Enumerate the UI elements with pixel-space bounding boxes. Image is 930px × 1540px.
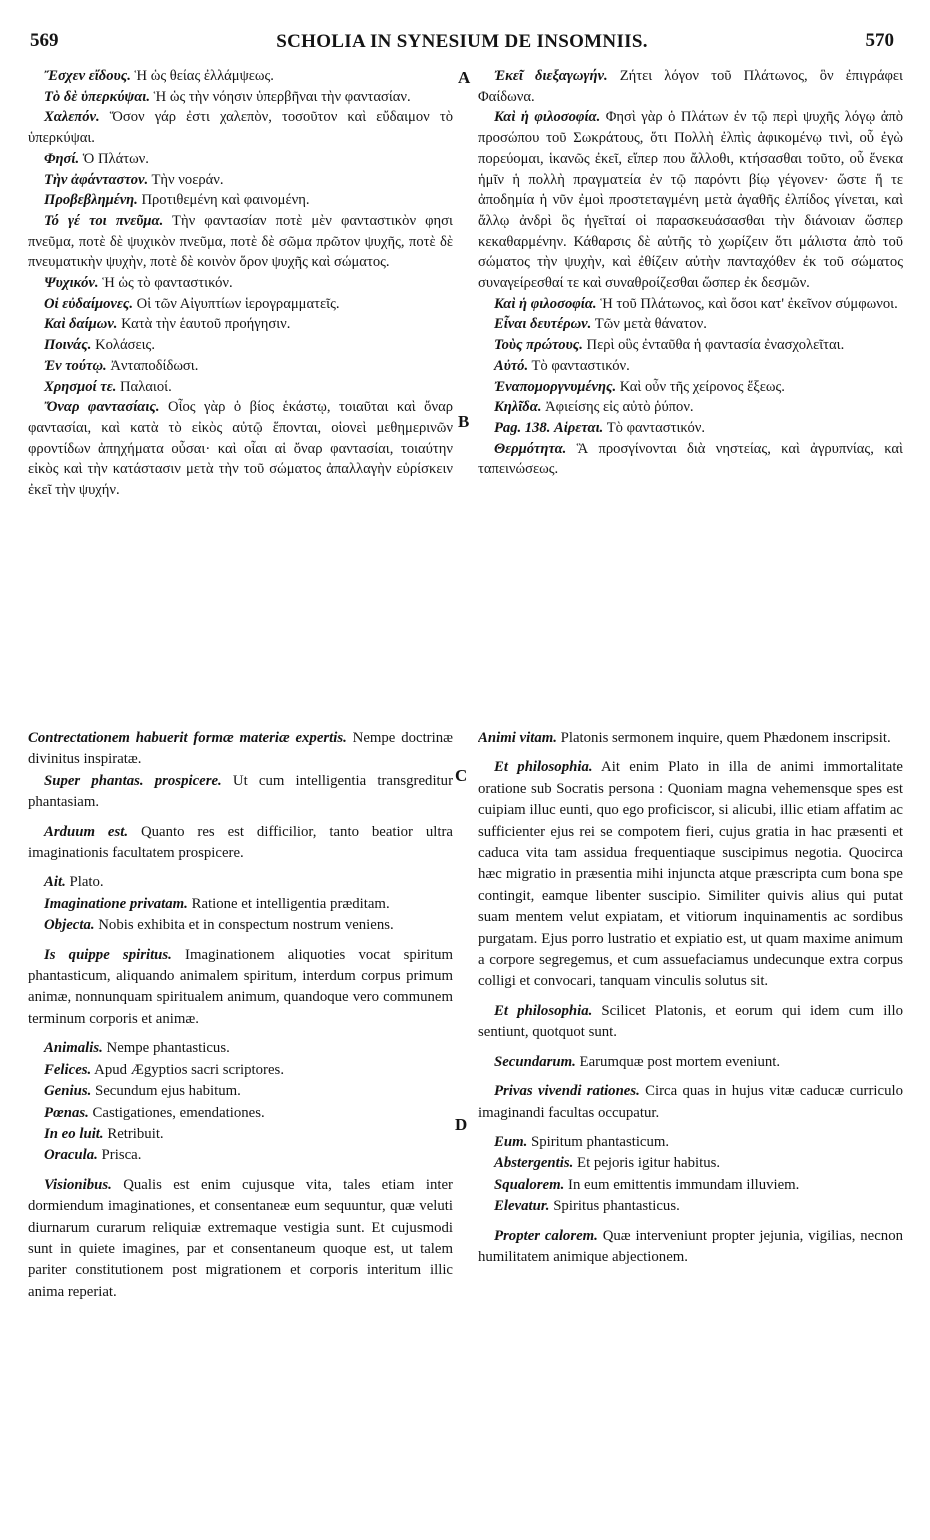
annotation-gloss: Spiritum phantasticum. [527, 1133, 670, 1150]
annotation-lemma: Ἐναπομοργνυμένης. [494, 378, 617, 395]
annotation-gloss: Earumquæ post mortem eveniunt. [575, 1053, 781, 1070]
annotation-gloss: Ὁ Πλάτων. [79, 150, 149, 167]
annotation-entry [28, 872, 453, 893]
annotation-lemma: Secundarum. [494, 1053, 576, 1070]
annotation-lemma: Τό γέ τοι πνεῦμα. [44, 212, 164, 229]
annotation-entry [478, 1001, 903, 1044]
margin-marker-b: B [458, 412, 470, 431]
annotation-entry [28, 397, 453, 501]
annotation-gloss: Ἀνταποδίδωσι. [106, 357, 199, 374]
annotation-lemma: Αὐτό. [494, 357, 529, 374]
annotation-entry [28, 273, 453, 294]
page-header [22, 30, 902, 60]
annotation-entry [478, 294, 903, 315]
annotation-entry [478, 335, 903, 356]
annotation-entry [28, 211, 453, 273]
annotation-lemma: Φησί. [44, 150, 80, 167]
annotation-gloss: Προτιθεμένη καὶ φαινομένη. [137, 192, 310, 209]
annotation-lemma: Χρησμοί τε. [44, 378, 117, 395]
annotation-gloss: Ἡ ὡς τὴν νόησιν ὑπερβῆναι τὴν φαντασίαν. [150, 88, 411, 105]
annotation-lemma: Ψυχικόν. [44, 275, 99, 292]
annotation-lemma: Squalorem. [494, 1176, 565, 1193]
annotation-entry [28, 107, 453, 148]
annotation-entry [478, 1175, 903, 1196]
annotation-gloss: Οἱ τῶν Αἰγυπτίων ἱερογραμματεῖς. [133, 295, 340, 312]
margin-marker-c: C [455, 766, 468, 785]
annotation-gloss: Ait enim Plato in illa de animi immortalitate oratione sub Socratis persona : Quoniam magna vehemensque spes est cuipiam illuc eunti, quo ego proficiscor, si alicubi, illic etiam affatim ac sufficienter ejus rei se compotem fieri, cujus gratia in hac præsenti et caduca vita tam assidua frequentiaque suscipimus negotia. Quocirca hæc migratio in præsentia mihi injuncta atque præscripta cum bona spe contingit, eamque libenter suscipio. Similiter quivis alius qui putat suam mentem velut expiatam, et vitiorum inquinamentis ac sordibus purgatam. Ejus porro lustratio et expiatio est, ut quam maxime animum a corpore segregemus, et cum assuefaciamus undecunque extra corpus colligi et convocari, tanquam vinculis solutus sit. [478, 759, 903, 990]
annotation-entry [478, 356, 903, 377]
margin-marker-a: A [458, 68, 471, 87]
annotation-entry [28, 149, 453, 170]
annotation-entry [28, 771, 453, 814]
annotation-gloss: Et pejoris igitur habitus. [573, 1155, 721, 1172]
annotation-gloss: Scilicet Platonis, et eorum qui idem cum illo sentiunt, quotquot sunt. [478, 1002, 903, 1041]
annotation-gloss: Quanto res est difficilior, tanto beatior ultra imaginationis facultatem prospicere. [28, 823, 453, 862]
annotation-gloss: Spiritus phantasticus. [549, 1198, 680, 1215]
annotation-entry [478, 439, 903, 480]
annotation-entry [478, 728, 903, 749]
annotation-gloss: Κολάσεις. [91, 337, 155, 354]
annotation-entry [28, 66, 453, 87]
annotation-entry [28, 728, 453, 771]
annotation-entry [28, 87, 453, 108]
annotation-gloss: Nempe phantasticus. [102, 1040, 230, 1057]
annotation-gloss: Quæ interveniunt propter jejunia, vigilias, necnon humilitatem animique abjectionem. [478, 1227, 903, 1265]
annotation-lemma: Καὶ δαίμων. [44, 316, 118, 333]
annotation-lemma: Χαλεπόν. [44, 109, 100, 126]
annotation-entry [478, 397, 903, 418]
annotation-lemma: Τὸ δὲ ὑπερκύψαι. [44, 88, 150, 105]
annotation-entry [28, 822, 453, 865]
annotation-gloss: Secundum ejus habitum. [91, 1083, 241, 1100]
annotation-gloss: Imaginationem aliquoties vocat spiritum phantasticum, aliquando animalem spiritum, interdum corpus primum animæ, nonnunquam spiritualem animum, quandoque vero communem terminum corporis et animæ. [28, 946, 453, 1027]
annotation-lemma: Pag. 138. Αἱρεται. [494, 419, 604, 436]
annotation-gloss: Nempe doctrinæ divinitus inspiratæ. [28, 730, 453, 768]
annotation-gloss: Prisca. [97, 1147, 142, 1164]
annotation-entry [478, 1052, 903, 1073]
margin-marker-d: D [455, 1115, 468, 1134]
annotation-lemma: Κηλῖδα. [494, 399, 542, 416]
annotation-entry [28, 945, 453, 1031]
annotation-lemma: Elevatur. [494, 1198, 550, 1215]
annotation-lemma: Et philosophia. [494, 1002, 593, 1019]
annotation-gloss: Apud Ægyptios sacri scriptores. [91, 1061, 285, 1078]
annotation-entry [28, 1103, 453, 1124]
annotation-entry [28, 1145, 453, 1166]
annotation-gloss: Τὸ φανταστικόν. [528, 357, 630, 374]
annotation-lemma: Καὶ ἡ φιλοσοφία. [494, 109, 601, 126]
annotation-entry [28, 294, 453, 315]
annotation-lemma: Super phantas. prospicere. [44, 772, 222, 789]
annotation-lemma: Pœnas. [44, 1104, 89, 1121]
annotation-gloss: In eum emittentis immundam illuviem. [564, 1176, 800, 1193]
annotation-entry [28, 335, 453, 356]
annotation-entry [28, 314, 453, 335]
annotation-entry [28, 1175, 453, 1303]
annotation-gloss: Nobis exhibita et in conspectum nostrum veniens. [94, 917, 394, 934]
annotation-entry [28, 377, 453, 398]
annotation-gloss: Κατὰ τὴν ἑαυτοῦ προήγησιν. [117, 316, 291, 333]
annotation-lemma: Τὴν ἀφάνταστον. [44, 171, 149, 188]
annotation-gloss: Plato. [65, 874, 104, 891]
annotation-entry [478, 1081, 903, 1124]
annotation-entry [478, 1132, 903, 1153]
annotation-lemma: Ait. [44, 874, 66, 891]
annotation-entry [478, 1153, 903, 1174]
annotation-gloss: Ὅσον γάρ ἐστι χαλεπὸν, τοσοῦτον καὶ εὔδαιμον τὸ ὑπερκύψαι. [28, 109, 453, 147]
annotation-entry [478, 418, 903, 439]
annotation-gloss: Ut cum intelligentia transgreditur phantasiam. [28, 772, 453, 811]
annotation-gloss: Platonis sermonem inquire, quem Phædonem inscripsit. [556, 730, 891, 746]
annotation-lemma: Felices. [44, 1061, 92, 1078]
annotation-lemma: Is quippe spiritus. [44, 946, 172, 963]
annotation-entry [28, 190, 453, 211]
annotation-lemma: Ποινάς. [44, 337, 92, 354]
annotation-entry [28, 894, 453, 915]
annotation-entry [28, 915, 453, 936]
annotation-entry [478, 757, 903, 992]
annotation-gloss: Ἡ τοῦ Πλάτωνος, καὶ ὅσοι κατ' ἐκεῖνον σύμφωνοι. [596, 295, 898, 312]
annotation-entry [28, 1038, 453, 1059]
annotation-gloss: Οἷος γὰρ ὁ βίος ἑκάστῳ, τοιαῦται καὶ ὄναρ φαντασίαι, καὶ κατὰ τὸ εἰκὸς αὐτῷ ἕπονται, οἱονεὶ μεθημερινῶν φροντίδων ἀπηχήματα οὖσαι· καὶ οἷαι αἱ ὄναρ φαντασίαι, τοιαύτην εἰκὸς καὶ τὴν κατάστασιν μετὰ τὴν τοῦ σώματος ἀπαλλαγὴν εὑρίσκειν ἐκεῖ τὴν ψυχήν. [28, 399, 453, 499]
annotation-gloss: Ἡ ὡς θείας ἐλλάμψεως. [130, 68, 274, 84]
annotation-lemma: Καὶ ἡ φιλοσοφία. [494, 295, 597, 312]
annotation-gloss: Τὸ φανταστικόν. [603, 419, 706, 436]
annotation-lemma: Εἶναι δευτέρων. [494, 316, 592, 333]
annotation-entry [478, 107, 903, 293]
annotation-lemma: Et philosophia. [494, 759, 593, 776]
annotation-entry [28, 356, 453, 377]
annotation-entry [478, 1226, 903, 1269]
annotation-gloss: Καὶ οὖν τῆς χείρονος ἕξεως. [616, 378, 785, 395]
annotation-gloss: Παλαιοί. [116, 378, 172, 395]
page-number-right: 570 [865, 30, 894, 51]
annotation-entry [28, 1081, 453, 1102]
annotation-entry [478, 314, 903, 335]
annotation-entry [478, 1196, 903, 1217]
annotation-lemma: Genius. [44, 1083, 92, 1100]
annotation-lemma: Arduum est. [44, 823, 129, 840]
annotation-lemma: Abstergentis. [494, 1155, 574, 1172]
annotation-gloss: Τὴν νοεράν. [148, 171, 224, 188]
annotation-lemma: Visionibus. [44, 1176, 112, 1193]
annotation-lemma: Τοὺς πρώτους. [494, 337, 583, 354]
latin-scholia-right-column [478, 728, 903, 1478]
annotation-lemma: Contrectationem habuerit formæ materiæ expertis. [28, 730, 347, 746]
annotation-lemma: Οἱ εὐδαίμονες. [44, 295, 134, 312]
annotation-gloss: Τὴν φαντασίαν ποτὲ μὲν φανταστικὸν φησι πνεῦμα, ποτὲ δὲ ψυχικὸν πνεῦμα, ποτὲ δὲ σῶμα πρῶτον ψυχῆς, ποτὲ δὲ πνευματικὴν ψυχὴν, ποτὲ δὲ κοινὸν ὅρον ψυχῆς καὶ σώματος. [28, 212, 453, 271]
annotation-gloss: Castigationes, emendationes. [88, 1104, 265, 1121]
annotation-gloss: Ἡ ὡς τὸ φανταστικόν. [98, 275, 233, 292]
annotation-gloss: Περὶ οὓς ἐνταῦθα ἡ φαντασία ἐνασχολεῖται. [582, 337, 845, 354]
annotation-lemma: Imaginatione privatam. [44, 895, 188, 912]
running-title: SCHOLIA IN SYNESIUM DE INSOMNIIS. [276, 31, 648, 52]
annotation-gloss: Τῶν μετὰ θάνατον. [591, 316, 707, 333]
annotation-lemma: Προβεβλημένη. [44, 192, 138, 209]
annotation-gloss: Ζήτει λόγον τοῦ Πλάτωνος, ὃν ἐπιγράφει Φαίδωνα. [478, 68, 903, 105]
annotation-lemma: Ἐκεῖ διεξαγωγήν. [494, 68, 608, 84]
annotation-entry [28, 170, 453, 191]
greek-scholia-left-column [28, 66, 453, 706]
annotation-lemma: Θερμότητα. [494, 440, 567, 457]
annotation-lemma: Privas vivendi rationes. [494, 1083, 640, 1100]
page-number-left: 569 [30, 30, 59, 51]
annotation-lemma: Eum. [494, 1133, 528, 1150]
annotation-gloss: Ratione et intelligentia præditam. [187, 895, 390, 912]
annotation-lemma: In eo luit. [44, 1125, 104, 1142]
annotation-gloss: Ἀφιείσης εἰς αὐτὸ ῥύπον. [541, 399, 694, 416]
annotation-lemma: Ἔσχεν εἴδους. [44, 68, 131, 84]
annotation-lemma: Ἐν τούτῳ. [44, 357, 107, 374]
annotation-gloss: Ἃ προσγίνονται διὰ νηστείας, καὶ ἀγρυπνίας, καὶ ταπεινώσεως. [478, 440, 903, 478]
annotation-gloss: Qualis est enim cujusque vita, tales etiam inter dormiendum imaginationes, et consentaneæ eum sequuntur, quæ veluti diurnarum curarum reliquiæ extremaque vestigia sunt. Et cujusmodi sunt in quiete imagines, par et consentaneum quoque est, ut talem pariter constitutionem post migrationem et corporis interitum illic anima reperiat. [28, 1176, 453, 1300]
annotation-lemma: Propter calorem. [494, 1227, 598, 1244]
annotation-lemma: Animalis. [44, 1040, 103, 1057]
latin-scholia-left-column [28, 728, 453, 1478]
annotation-gloss: Φησὶ γὰρ ὁ Πλάτων ἐν τῷ περὶ ψυχῆς λόγῳ ἀπὸ προσώπου τοῦ Σωκράτους, ὅτι Πολλὴ ἐλπὶς ἀφικομένῳ τινὶ, οὗ ἐγὼ πορεύομαι, ἱκανῶς ἐκεῖ, εἴπερ που ἄλλοθι, κτήσασθαι τοῦτο, οὗ ἕνεκα ἡμῖν ἡ πολλὴ πραγματεία ἐν τῷ παρόντι βίῳ γέγονεν· ὥστε ἥ τε ἀποδημία ἡ νῦν ἐμοὶ προστεταγμένη μετὰ ἀγαθῆς ἐλπίδος γίνεται, καὶ ἄλλῳ ἀνδρὶ ὃς ἡγεῖταί οἱ παρασκευάσασθαι τὴν διάνοιαν ὥσπερ κεκαθαρμένην. Κάθαρσις δὲ αὐτῆς τὸ χωρίζειν ὅτι μάλιστα ἀπὸ τοῦ σώματος τὴν ψυχὴν, καὶ ἐθίζειν αὐτὴν πανταχόθεν ἐκ τοῦ σώματος συναγείρεσθαί τε καὶ συναθροίζεσθαι ὥσπερ ἐκ δεσμῶν. [478, 109, 903, 292]
annotation-lemma: Ὄναρ φαντασίαις. [44, 399, 160, 416]
annotation-entry [28, 1124, 453, 1145]
annotation-entry [478, 66, 903, 107]
annotation-entry [478, 377, 903, 398]
annotation-gloss: Retribuit. [103, 1125, 164, 1142]
annotation-lemma: Objecta. [44, 917, 95, 934]
annotation-lemma: Animi vitam. [478, 730, 557, 746]
annotation-lemma: Oracula. [44, 1147, 98, 1164]
greek-scholia-right-column [478, 66, 903, 706]
annotation-gloss: Circa quas in hujus vitæ caducæ curriculo imaginandi facultas occupatur. [478, 1083, 903, 1121]
annotation-entry [28, 1060, 453, 1081]
